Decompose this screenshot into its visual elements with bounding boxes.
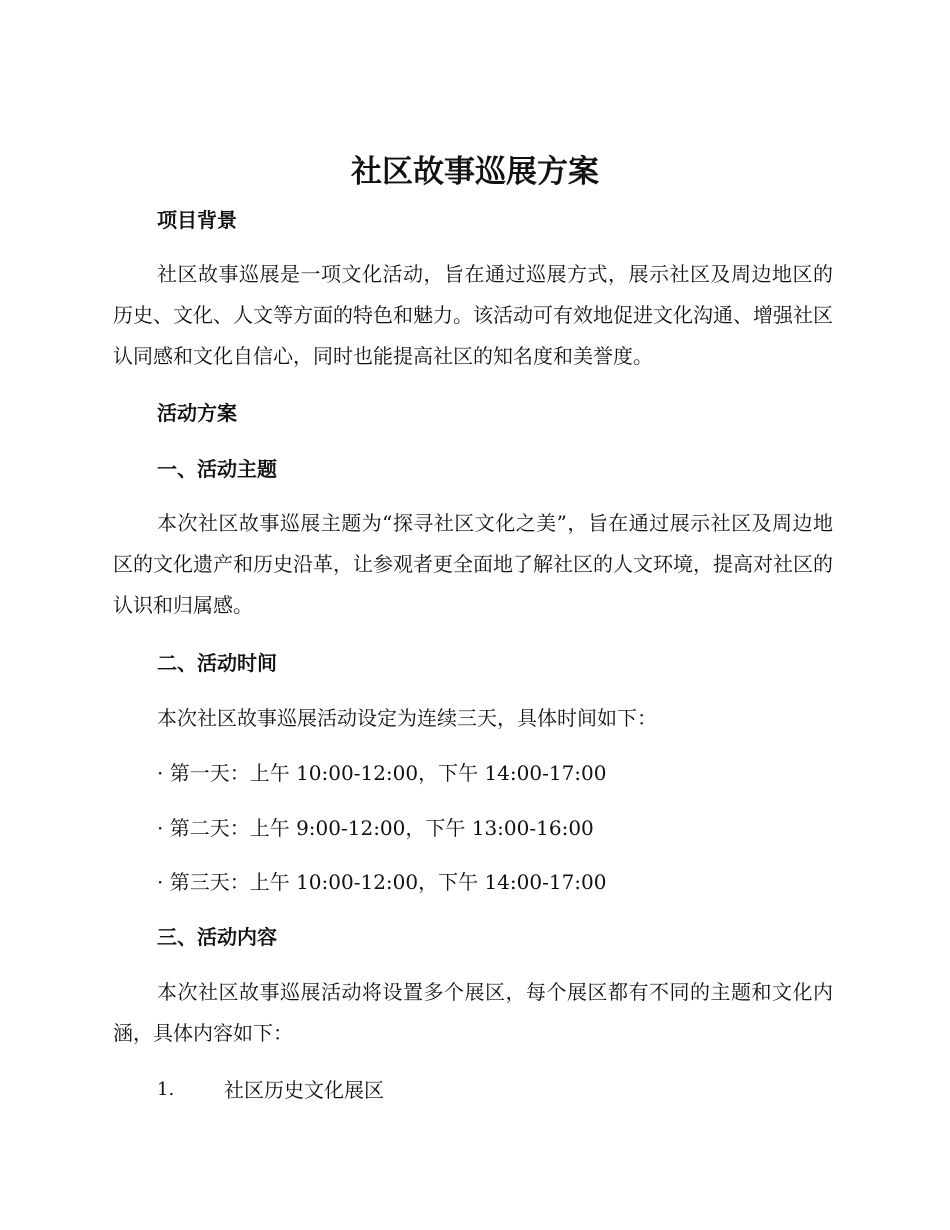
paragraph-theme: 本次社区故事巡展主题为“探寻社区文化之美”，旨在通过展示社区及周边地区的文化遗产和历史沿革，让参观者更全面地了解社区的人文环境，提高对社区的认识和归属感。 (113, 511, 833, 617)
list-item: · 第一天：上午 10:00-12:00，下午 14:00-17:00 (157, 761, 607, 785)
paragraph-content: 本次社区故事巡展活动将设置多个展区，每个展区都有不同的主题和文化内涵，具体内容如下： (113, 980, 833, 1045)
list-item: · 第二天：上午 9:00-12:00，下午 13:00-16:00 (157, 816, 594, 840)
heading-theme: 一、活动主题 (157, 457, 277, 481)
paragraph-background: 社区故事巡展是一项文化活动，旨在通过巡展方式，展示社区及周边地区的历史、文化、人文等方面的特色和魅力。该活动可有效地促进文化沟通、增强社区认同感和文化自信心，同时也能提高社区的知名度和美誉度。 (113, 262, 833, 368)
ordered-list-text: 社区历史文化展区 (224, 1078, 384, 1102)
heading-time: 二、活动时间 (157, 651, 277, 675)
ordered-list-number: 1. (157, 1079, 175, 1100)
time-intro: 本次社区故事巡展活动设定为连续三天，具体时间如下： (157, 706, 657, 730)
heading-background: 项目背景 (157, 208, 237, 232)
heading-content: 三、活动内容 (157, 925, 277, 949)
list-item: · 第三天：上午 10:00-12:00，下午 14:00-17:00 (157, 870, 607, 894)
document-title: 社区故事巡展方案 (351, 154, 599, 190)
heading-plan: 活动方案 (157, 401, 237, 425)
